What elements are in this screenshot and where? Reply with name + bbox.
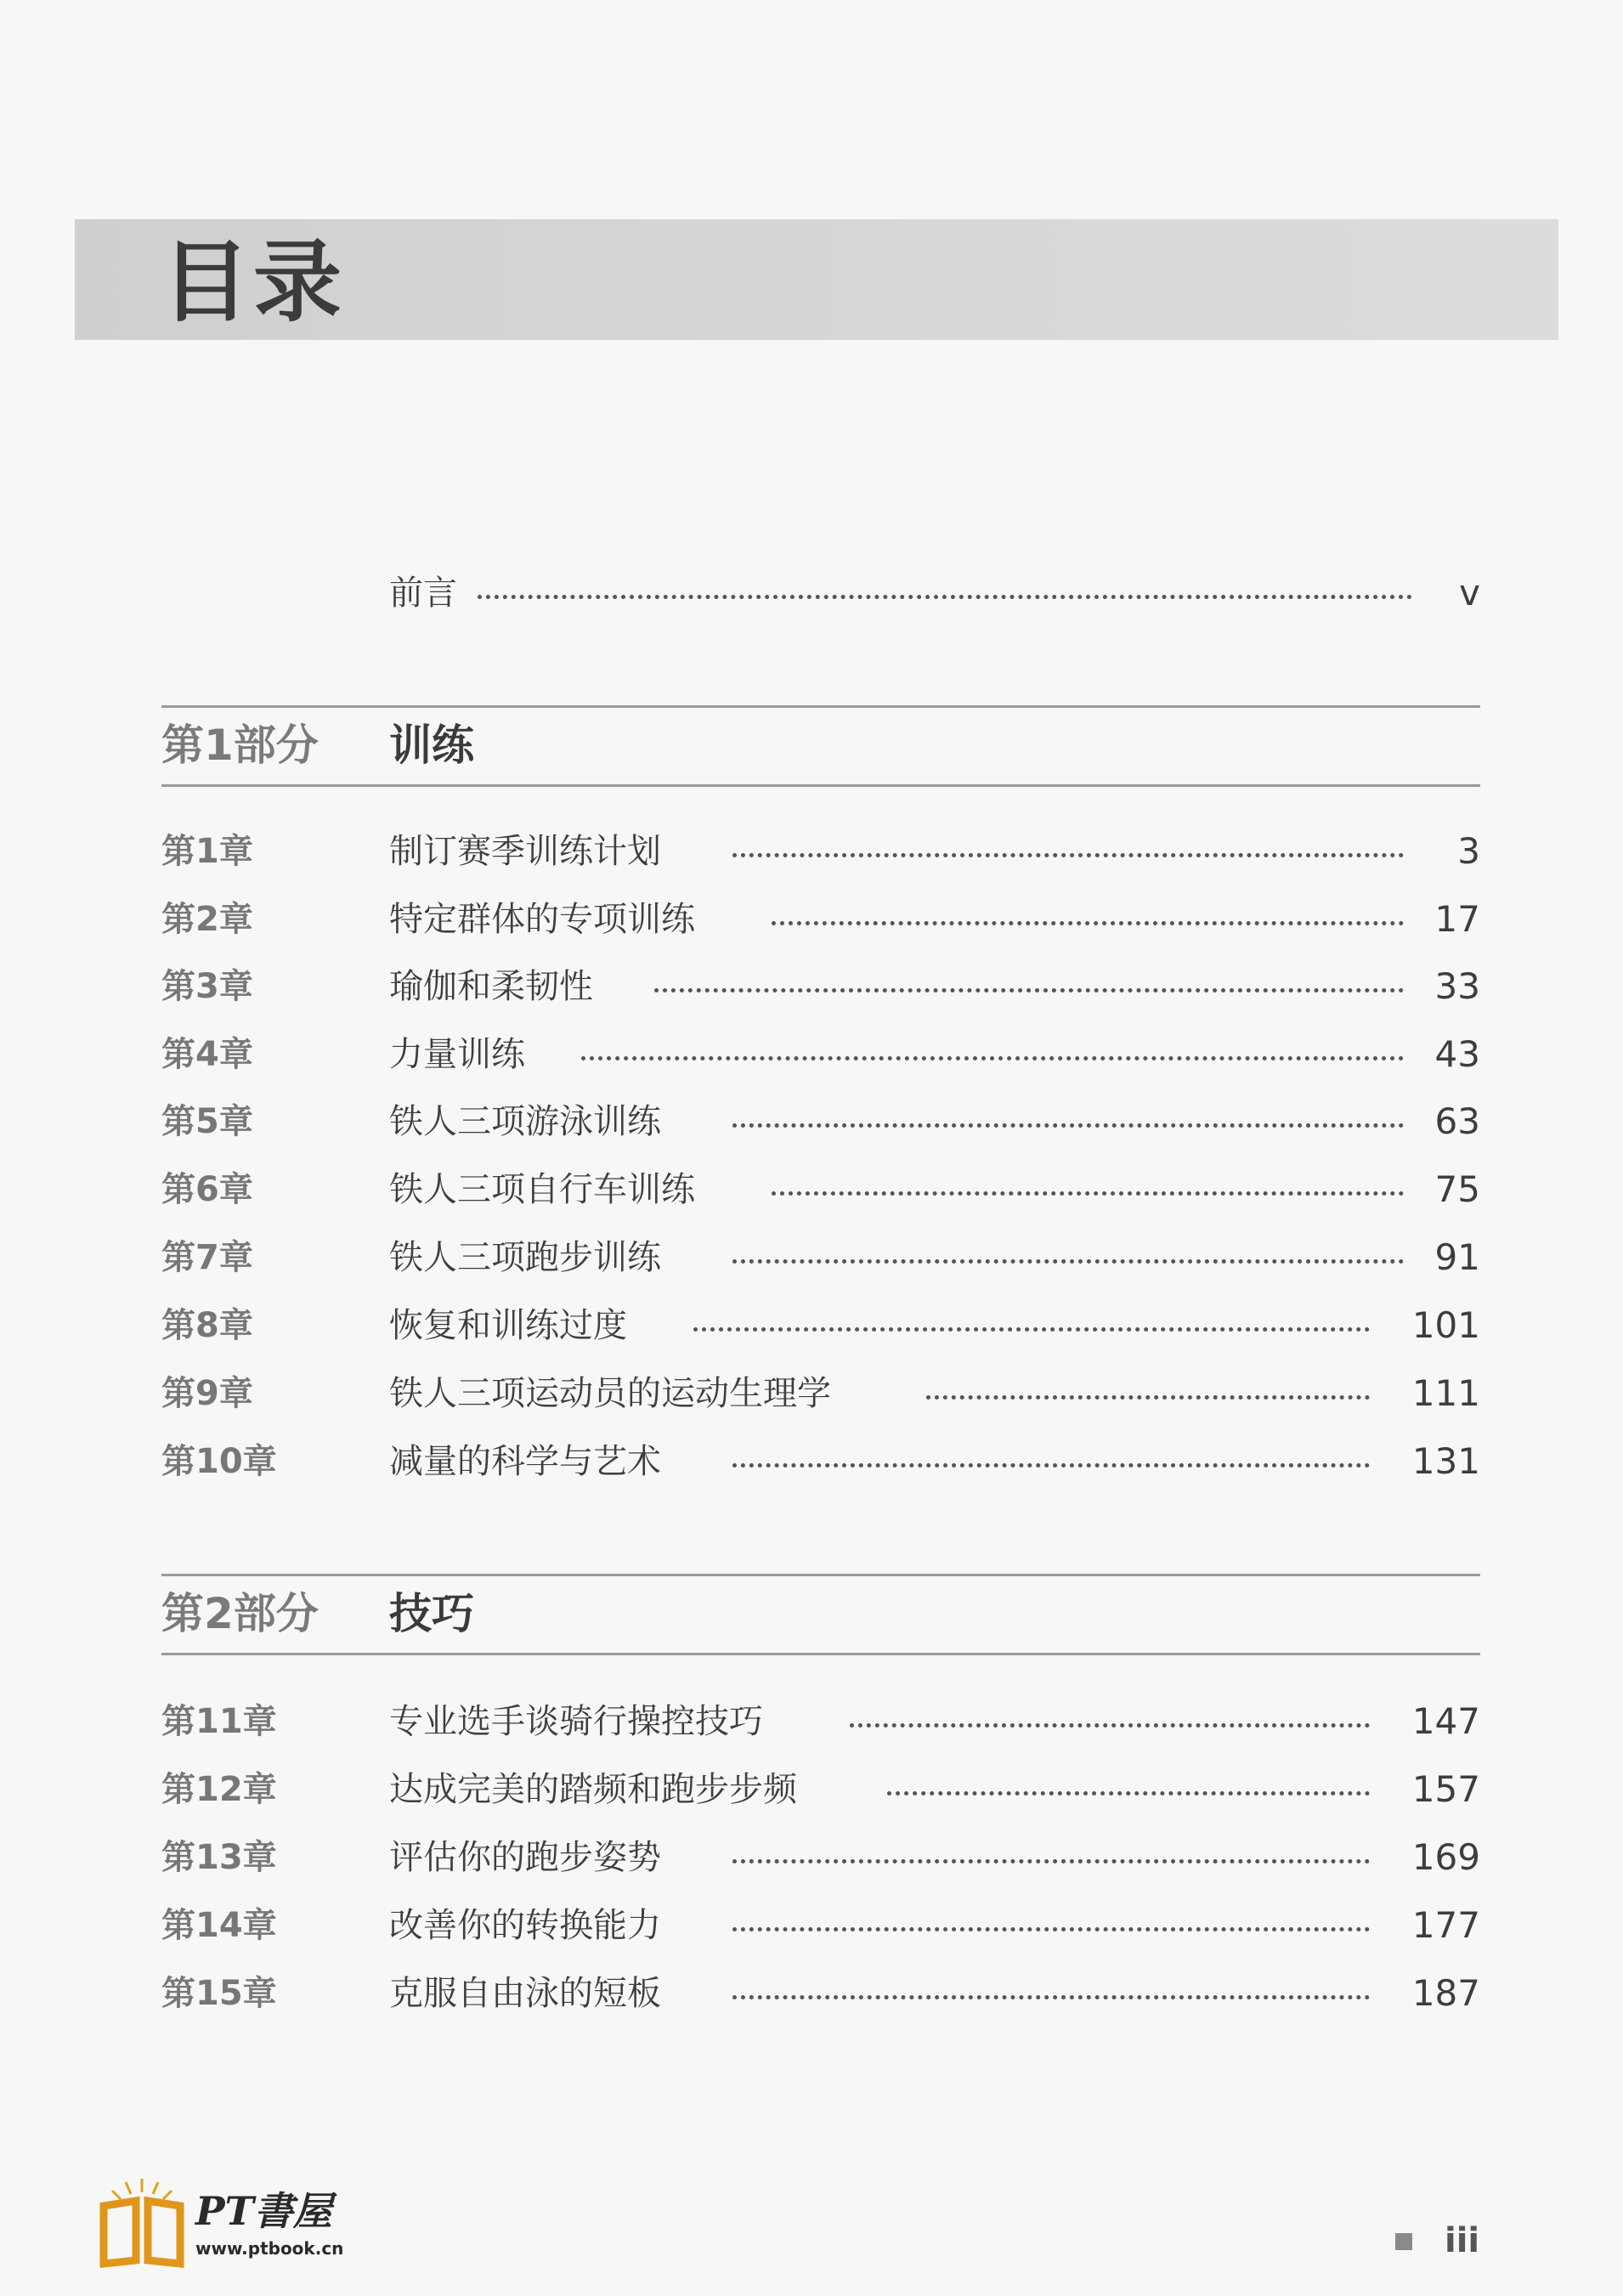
part-label: 第1部分 (161, 721, 319, 770)
chapter-page: 43 (1434, 1033, 1480, 1075)
toc-chapter-9[interactable] (161, 1368, 1480, 1419)
chapter-title: 铁人三项游泳训练 (389, 1102, 661, 1141)
leader-dots (654, 988, 1404, 992)
leader-dots (732, 1259, 1404, 1264)
chapter-title: 恢复和训练过度 (389, 1306, 627, 1345)
chapter-title: 改善你的转换能力 (389, 1906, 661, 1945)
toc-chapter-3[interactable] (161, 961, 1480, 1012)
chapter-title: 瑜伽和柔韧性 (389, 967, 593, 1006)
chapter-title: 专业选手谈骑行操控技巧 (389, 1702, 763, 1741)
toc-chapter-7[interactable] (161, 1232, 1480, 1283)
leader-dots (732, 1463, 1370, 1468)
leader-dots (732, 1123, 1404, 1128)
book-icon (95, 2175, 189, 2269)
chapter-page: 17 (1434, 898, 1480, 940)
page-title: 目录 (161, 230, 346, 334)
leader-dots (772, 921, 1404, 925)
chapter-label: 第7章 (161, 1238, 253, 1277)
chapter-label: 第11章 (161, 1702, 277, 1741)
chapter-label: 第8章 (161, 1306, 253, 1345)
part-title: 技巧 (389, 1589, 474, 1638)
part-2-header (161, 1574, 1480, 1655)
chapter-title: 达成完美的踏频和跑步步频 (389, 1770, 797, 1809)
divider (161, 1653, 1480, 1655)
chapter-page: 33 (1434, 965, 1480, 1007)
chapter-page: 147 (1411, 1700, 1480, 1742)
toc-chapter-5[interactable] (161, 1096, 1480, 1147)
chapter-label: 第3章 (161, 967, 253, 1006)
toc-chapter-6[interactable] (161, 1164, 1480, 1215)
leader-dots (732, 1995, 1370, 1999)
chapter-title: 减量的科学与艺术 (389, 1442, 661, 1481)
logo-url: www.ptbook.cn (195, 2238, 344, 2259)
leader-dots (581, 1056, 1404, 1060)
toc-chapter-15[interactable] (161, 1968, 1480, 2019)
chapter-page: 131 (1411, 1440, 1480, 1482)
chapter-label: 第13章 (161, 1838, 277, 1877)
publisher-logo (95, 2175, 367, 2277)
page-number: iii (1445, 2221, 1480, 2260)
divider (161, 705, 1480, 708)
chapter-title: 铁人三项自行车训练 (389, 1170, 695, 1209)
chapter-title: 制订赛季训练计划 (389, 832, 661, 871)
chapter-title: 克服自由泳的短板 (389, 1974, 661, 2013)
leader-dots (926, 1395, 1370, 1400)
chapter-label: 第2章 (161, 900, 253, 939)
chapter-page: 75 (1434, 1168, 1480, 1210)
chapter-page: 101 (1411, 1304, 1480, 1346)
chapter-title: 特定群体的专项训练 (389, 900, 695, 939)
toc-chapter-8[interactable] (161, 1300, 1480, 1351)
leader-dots (693, 1327, 1370, 1332)
leader-dots (478, 595, 1412, 599)
toc-chapter-13[interactable] (161, 1832, 1480, 1883)
chapter-title: 铁人三项跑步训练 (389, 1238, 661, 1277)
chapter-label: 第6章 (161, 1170, 253, 1209)
leader-dots (732, 1859, 1370, 1863)
chapter-label: 第14章 (161, 1906, 277, 1945)
chapter-label: 第10章 (161, 1442, 277, 1481)
logo-name: PT書屋 (195, 2188, 332, 2234)
chapter-title: 力量训练 (389, 1035, 525, 1074)
chapter-label: 第4章 (161, 1035, 253, 1074)
part-title: 训练 (389, 721, 474, 770)
toc-chapter-1[interactable] (161, 826, 1480, 877)
leader-dots (732, 1927, 1370, 1931)
preface-title: 前言 (389, 574, 457, 613)
chapter-label: 第15章 (161, 1974, 277, 2013)
folio-marker (1395, 2233, 1412, 2250)
toc-chapter-2[interactable] (161, 894, 1480, 945)
chapter-page: 63 (1434, 1100, 1480, 1142)
chapter-page: 157 (1411, 1768, 1480, 1810)
chapter-page: 111 (1411, 1372, 1480, 1414)
chapter-label: 第1章 (161, 832, 253, 871)
toc-preface[interactable] (161, 568, 1480, 619)
chapter-title: 铁人三项运动员的运动生理学 (389, 1374, 831, 1413)
chapter-page: 91 (1434, 1236, 1480, 1278)
chapter-label: 第12章 (161, 1770, 277, 1809)
preface-page: v (1459, 572, 1480, 614)
toc-chapter-14[interactable] (161, 1900, 1480, 1951)
chapter-page: 3 (1457, 830, 1480, 872)
leader-dots (732, 853, 1404, 857)
toc-chapter-11[interactable] (161, 1696, 1480, 1747)
chapter-page: 169 (1411, 1836, 1480, 1878)
divider (161, 784, 1480, 787)
divider (161, 1574, 1480, 1576)
chapter-title: 评估你的跑步姿势 (389, 1838, 661, 1877)
leader-dots (850, 1723, 1370, 1728)
leader-dots (887, 1791, 1370, 1796)
leader-dots (772, 1191, 1404, 1196)
chapter-page: 187 (1411, 1972, 1480, 2014)
part-label: 第2部分 (161, 1589, 319, 1638)
toc-chapter-10[interactable] (161, 1436, 1480, 1487)
chapter-label: 第5章 (161, 1102, 253, 1141)
chapter-page: 177 (1411, 1904, 1480, 1946)
toc-chapter-12[interactable] (161, 1764, 1480, 1815)
chapter-label: 第9章 (161, 1374, 253, 1413)
part-1-header (161, 705, 1480, 787)
toc-chapter-4[interactable] (161, 1029, 1480, 1080)
